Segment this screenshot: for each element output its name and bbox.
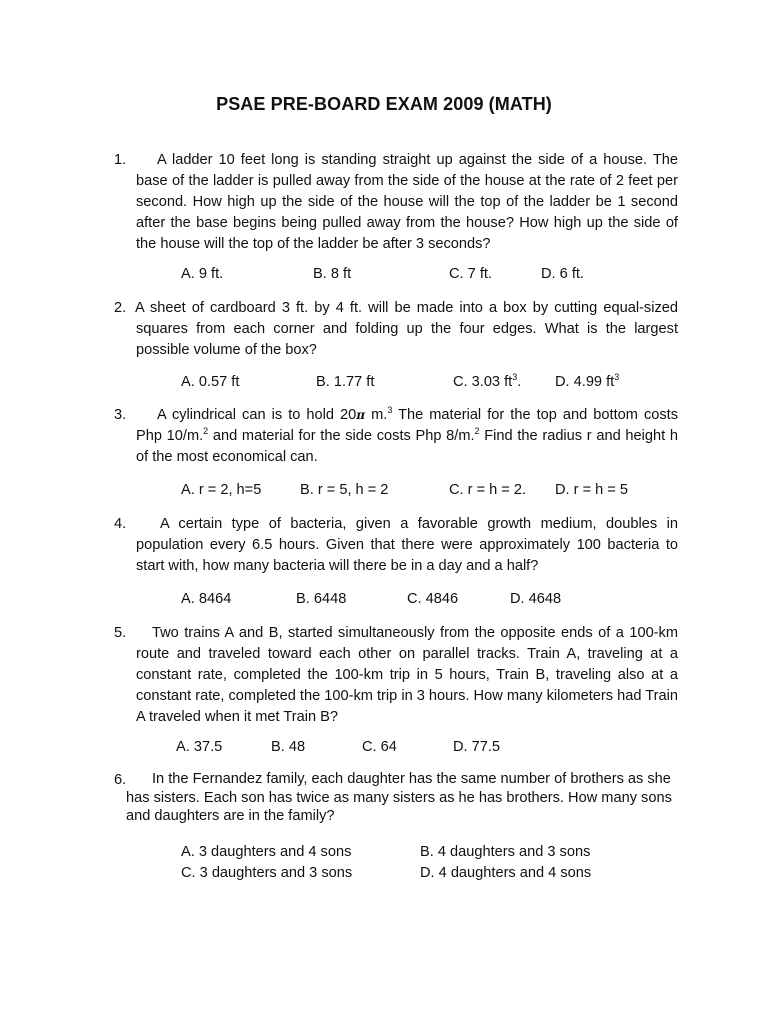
question-text: In the Fernandez family, each daughter has the same number of brothers as she has sisters. Each son has twice as many sisters as he has brothers. How many sons and daughters are in the family? xyxy=(126,771,672,824)
choice-a: A. r = 2, h=5 xyxy=(181,482,262,498)
question-text: A ladder 10 feet long is standing straight up against the side of a house. The base of the ladder is pulled away from the side of the house at the rate of 2 feet per second. How high up the side of the house will the top of the ladder be 1 second after the base begins being pulled away from the house? How high up the side of the house will the top of the ladder be after 3 seconds? xyxy=(136,152,678,252)
choice-c: C. 3 daughters and 3 sons xyxy=(181,865,353,881)
question-number: 2. xyxy=(114,300,127,316)
choice-b: B. 48 xyxy=(271,739,306,755)
choice-b: B. 6448 xyxy=(296,591,347,607)
choice-a: A. 0.57 ft xyxy=(181,374,240,390)
question-text: Two trains A and B, started simultaneously from the opposite ends of a 100-km route and traveled toward each other on parallel tracks. Train A, traveling at a constant rate, completed the 100-km trip in 5 hours, Train B, traveling also at a constant rate, completed the 100-km trip in 3 hours. How many kilometers had Train A traveled when it met Train B? xyxy=(136,625,678,725)
choice-d: D. 4.99 $ft^3$ xyxy=(555,372,620,390)
question-text: A sheet of cardboard 3 ft. by 4 ft. will be made into a box by cutting equal-sized squares from each corner and folding up the four edges. What is the largest possible volume of the box? xyxy=(135,300,678,358)
choice-d: D. 77.5 xyxy=(453,739,501,755)
choice-b: B. 1.77 ft xyxy=(316,374,375,390)
question-text: A certain type of bacteria, given a favorable growth medium, doubles in population every 6.5 hours. Given that there were approximately 100 bacteria to start with, how many bacteria will there be in a day and a half? xyxy=(136,516,678,574)
choice-c: C. 64 xyxy=(362,739,397,755)
exam-title: PSAE PRE-BOARD EXAM 2009 (MATH) xyxy=(216,94,552,114)
choice-a: A. 9 ft. xyxy=(181,266,224,282)
choice-c: C. 3.03 $ft^3$. xyxy=(453,372,522,390)
choice-d: D. 4648 xyxy=(510,591,562,607)
question-number: 3. xyxy=(114,407,127,423)
choice-a: A. 37.5 xyxy=(176,739,223,755)
choice-c: C. 4846 xyxy=(407,591,459,607)
choice-d: D. r = h = 5 xyxy=(555,482,629,498)
choice-c: C. 7 ft. xyxy=(449,266,492,282)
choice-d: D. 6 ft. xyxy=(541,266,584,282)
choice-d: D. 4 daughters and 4 sons xyxy=(420,865,592,881)
choice-a: A. 8464 xyxy=(181,591,232,607)
question-number: 4. xyxy=(114,516,127,532)
choice-a: A. 3 daughters and 4 sons xyxy=(181,844,352,860)
choice-b: B. r = 5, h = 2 xyxy=(300,482,389,498)
question-text: A cylindrical can is to hold 20π m.$^3$ The material for the top and bottom costs Php 10/m.$^2$ and material for the side costs Php 8/m.$^2$ Find the radius r and height h of the most economical can. xyxy=(136,405,679,465)
choice-c: C. r = h = 2. xyxy=(449,482,527,498)
choice-b: B. 4 daughters and 3 sons xyxy=(420,844,591,860)
question-number: 1. xyxy=(114,152,127,168)
question-number: 5. xyxy=(114,625,127,641)
question-number: 6. xyxy=(114,772,127,788)
choice-b: B. 8 ft xyxy=(313,266,352,282)
pi-symbol: π xyxy=(356,408,366,422)
